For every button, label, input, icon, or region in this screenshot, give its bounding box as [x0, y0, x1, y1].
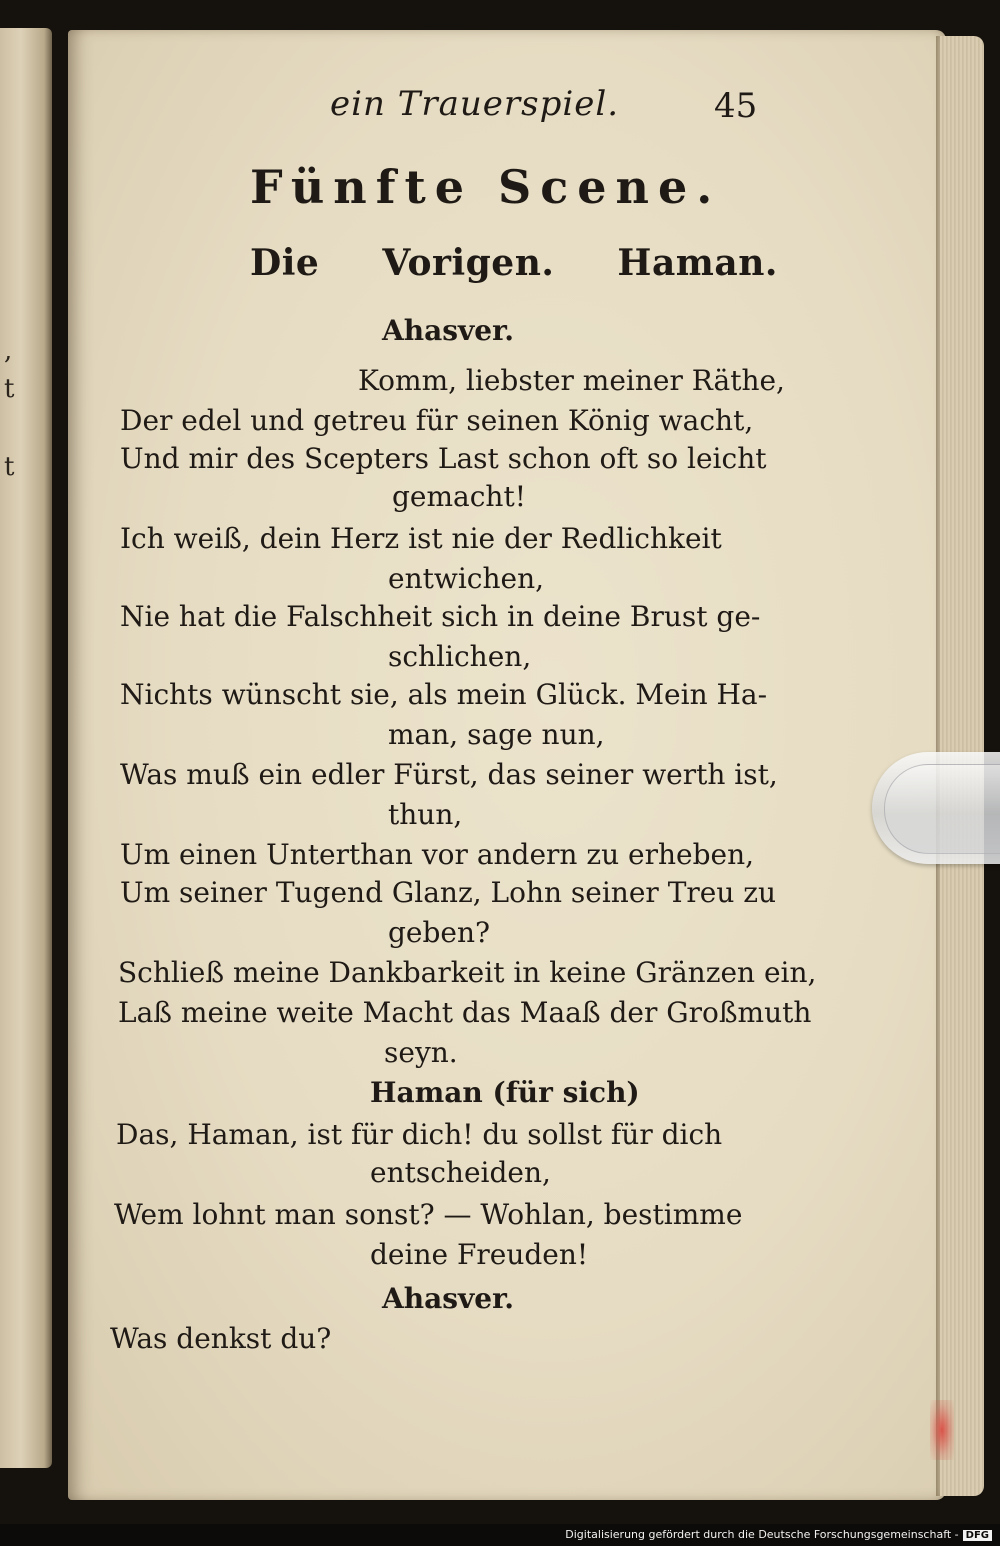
verse-line: Das, Haman, ist für dich! du sollst für dich	[116, 1118, 723, 1151]
verse-line: geben?	[388, 916, 491, 949]
verse-line: entwichen,	[388, 562, 544, 595]
running-title: ein Trauerspiel.	[330, 84, 620, 124]
verse-line: deine Freuden!	[370, 1238, 589, 1271]
speaker-name: Ahasver.	[382, 314, 515, 347]
speaker-name: Haman (für sich)	[370, 1076, 640, 1109]
digitization-credit	[565, 1528, 992, 1541]
verse-line: Schließ meine Dankbarkeit in keine Gränzen ein,	[118, 956, 817, 989]
page-number: 45	[714, 86, 758, 126]
margin-fragment: t	[4, 374, 15, 404]
credit-text: Digitalisierung gefördert durch die Deutsche Forschungsgemeinschaft -	[565, 1528, 959, 1541]
speaker-name: Ahasver.	[382, 1282, 515, 1315]
verse-line: man, sage nun,	[388, 718, 605, 751]
verse-line: schlichen,	[388, 640, 532, 673]
margin-fragment: t	[4, 452, 15, 482]
verse-line: seyn.	[384, 1036, 458, 1069]
stain	[930, 1400, 954, 1460]
verse-line: Nichts wünscht sie, als mein Glück. Mein Ha-	[120, 678, 768, 711]
scene-persons: Die Vorigen. Haman.	[250, 242, 778, 284]
verse-line: gemacht!	[392, 480, 526, 513]
verse-line: Komm, liebster meiner Räthe,	[358, 364, 785, 397]
verse-line: entscheiden,	[370, 1156, 551, 1189]
verse-line: Um seiner Tugend Glanz, Lohn seiner Treu zu	[120, 876, 777, 909]
verse-line: Um einen Unterthan vor andern zu erheben,	[120, 838, 755, 871]
margin-fragment: ,	[4, 336, 13, 366]
scene-heading: Fünfte Scene.	[250, 160, 722, 214]
dfg-logo: DFG	[963, 1530, 992, 1541]
verse-line: Und mir des Scepters Last schon oft so leicht	[120, 442, 767, 475]
verse-line: Ich weiß, dein Herz ist nie der Redlichkeit	[120, 522, 722, 555]
previous-page-edge	[0, 28, 52, 1468]
verse-line: Wem lohnt man sonst? — Wohlan, bestimme	[114, 1198, 743, 1231]
verse-line: Was muß ein edler Fürst, das seiner werth ist,	[120, 758, 778, 791]
verse-line: thun,	[388, 798, 463, 831]
verse-line: Was denkst du?	[110, 1322, 332, 1355]
verse-line: Nie hat die Falschheit sich in deine Brust ge-	[120, 600, 761, 633]
page-clip	[872, 752, 1000, 864]
verse-line: Laß meine weite Macht das Maaß der Großmuth	[118, 996, 812, 1029]
verse-line: Der edel und getreu für seinen König wacht,	[120, 404, 754, 437]
